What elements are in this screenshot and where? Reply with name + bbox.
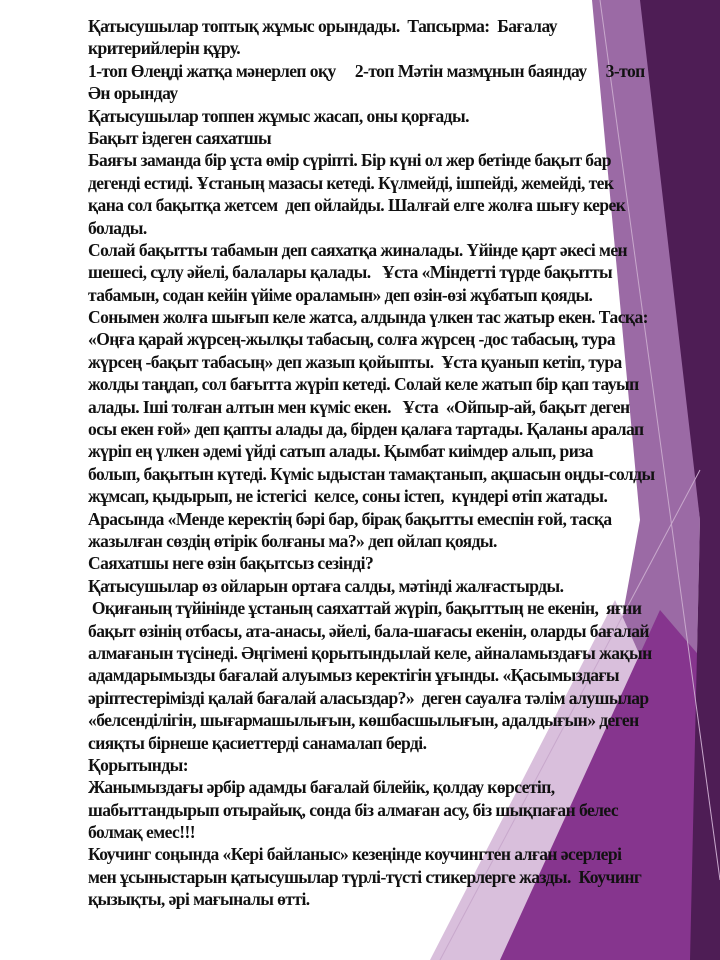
text-line: жұмсап, қыдырып, не істегісі келсе, соны істеп, күндері өтіп жатады. bbox=[88, 486, 608, 507]
text-line: Арасында «Менде керектің бәрі бар, бірақ бақытты емеспін ғой, тасқа bbox=[88, 508, 612, 529]
text-line: Ән орындау bbox=[88, 83, 178, 104]
text-line: Коучинг соңында «Кері байланыс» кезеңінде коучингтен алған әсерлері bbox=[88, 844, 622, 865]
text-line: критерийлерін құру. bbox=[88, 38, 241, 59]
text-line: болмақ емес!!! bbox=[88, 822, 196, 843]
text-line: шешесі, сұлу әйелі, балалары қалады. Ұста «Міндетті түрде бақытты bbox=[88, 262, 613, 283]
text-line: табамын, содан кейін үйіме ораламын» деп өзін-өзі жұбатып қояды. bbox=[88, 284, 593, 305]
text-line: жүрсең -бақыт табасың» деп жазып қойыпты. Ұста қуанып кетіп, тура bbox=[88, 351, 622, 372]
text-line: Қатысушылар топтық жұмыс орындады. Тапсырма: Бағалау bbox=[88, 16, 557, 36]
document-text bbox=[88, 15, 708, 911]
text-line: Баяғы заманда бір ұста өмір сүріпті. Бір күні ол жер бетінде бақыт бар bbox=[88, 150, 611, 171]
text-line: «белсенділігін, шығармашылығын, көшбасшылығын, адалдығын» деген bbox=[88, 710, 639, 731]
text-line: адамдарымызды бағалай алуымыз керектігін ұғынды. «Қасымыздағы bbox=[88, 665, 619, 686]
text-line: алады. Іші толған алтын мен күміс екен. Ұста «Ойпыр-ай, бақыт деген bbox=[88, 396, 630, 417]
text-line: Саяхатшы неге өзін бақытсыз сезінді? bbox=[88, 553, 374, 574]
text-line: жолды таңдап, сол бағытта жүріп кетеді. Солай келе жатып бір қап тауып bbox=[88, 374, 639, 395]
text-line: жүріп ең үлкен әдемі үйді сатып алады. Қымбат киімдер алып, риза bbox=[88, 441, 593, 462]
text-line: бақыт өзінің отбасы, ата-анасы, әйелі, бала-шағасы екенін, оларды бағалай bbox=[88, 620, 649, 641]
text-line: Жанымыздағы әрбір адамды бағалай білейік, қолдау көрсетіп, bbox=[88, 777, 555, 798]
text-line: қызықты, әрі мағыналы өтті. bbox=[88, 889, 310, 910]
text-line: 1-топ Өлеңді жатқа мәнерлеп оқу 2-топ Мәтін мазмұнын баяндау 3-топ bbox=[88, 60, 645, 81]
text-line: жазылған сөздің өтірік болғаны ма?» деп ойлап қояды. bbox=[88, 530, 497, 551]
text-line: сияқты бірнеше қасиеттерді санамалап берді. bbox=[88, 732, 427, 753]
text-line: «Оңға қарай жүрсең-жылқы табасың, солға жүрсең -дос табасың, тура bbox=[88, 329, 616, 350]
text-line: алмағанын түсінеді. Әңгімені қорытындылай келе, айналамыздағы жақын bbox=[88, 642, 652, 663]
text-line: болады. bbox=[88, 217, 147, 238]
text-line: Қатысушылар өз ойларын ортаға салды, мәтінді жалғастырды. bbox=[88, 575, 564, 596]
text-line: Қатысушылар топпен жұмыс жасап, оны қорғады. bbox=[88, 105, 469, 126]
text-line: мен ұсыныстарын қатысушылар түрлі-түсті стикерлерге жазды. Коучинг bbox=[88, 866, 642, 887]
text-line: осы екен ғой» деп қапты алады да, бірден қалаға тартады. Қаланы аралап bbox=[88, 419, 644, 440]
text-line: Оқиғаның түйінінде ұстаның саяхаттай жүріп, бақыттың не екенін, яғни bbox=[88, 598, 642, 619]
text-line: дегенді естиді. Ұстаның мазасы кетеді. Күлмейді, ішпейді, жемейді, тек bbox=[88, 172, 614, 193]
text-line: Бақыт іздеген саяхатшы bbox=[88, 127, 272, 148]
text-line: Солай бақытты табамын деп саяхатқа жиналады. Үйінде қарт әкесі мен bbox=[88, 239, 628, 260]
text-line: Сонымен жолға шығып келе жатса, алдында үлкен тас жатыр екен. Тасқа: bbox=[88, 307, 648, 328]
text-line: Қорытынды: bbox=[88, 754, 189, 775]
text-line: болып, бақытын күтеді. Күміс ыдыстан тамақтанып, ақшасын оңды-солды bbox=[88, 463, 655, 484]
text-line: әріптестерімізді қалай бағалай аласыздар?» деген сауалға тәлім алушылар bbox=[88, 687, 649, 708]
text-line: қана сол бақытқа жетсем деп ойлайды. Шалғай елге жолға шығу керек bbox=[88, 195, 626, 216]
text-line: шабыттандырып отырайық, сонда біз алмаған асу, біз шықпаған белес bbox=[88, 799, 619, 820]
